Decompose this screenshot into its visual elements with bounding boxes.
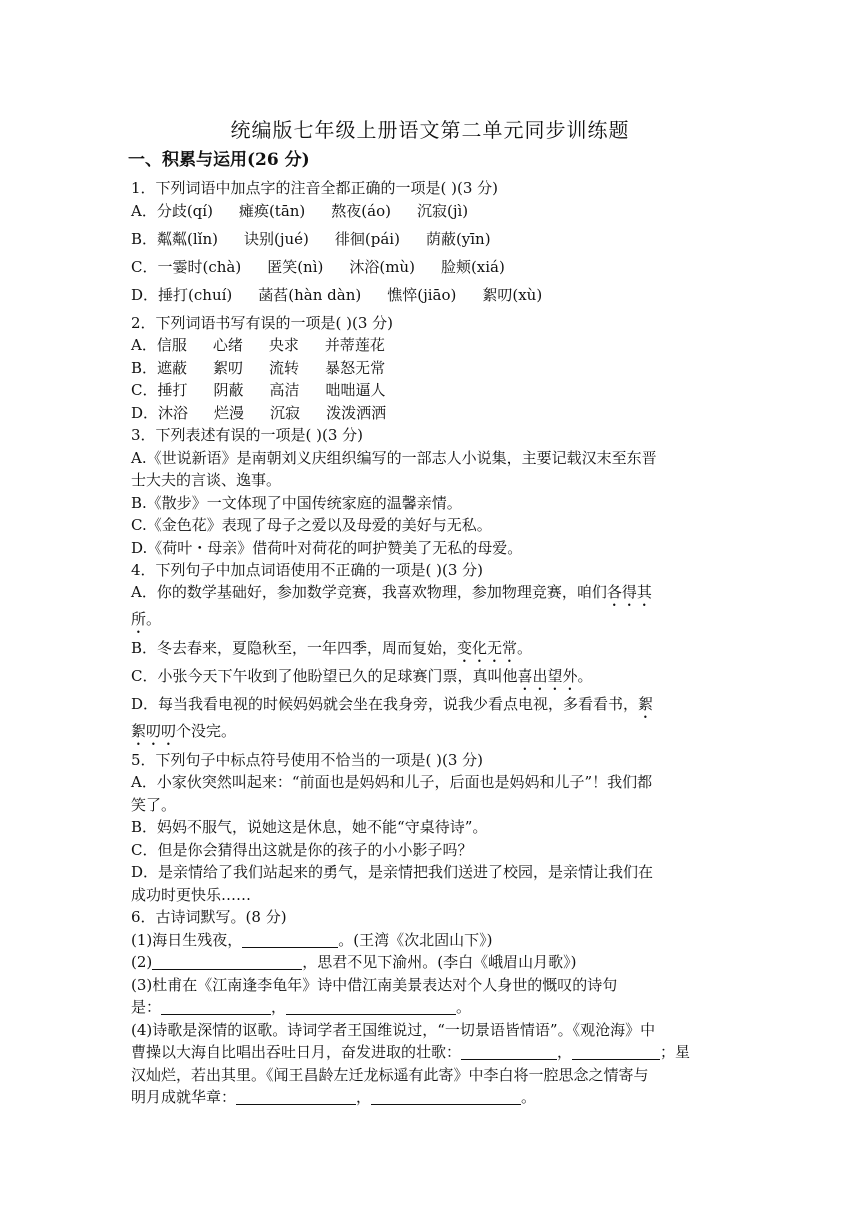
q1-d-word4: 絮叨(xù): [482, 286, 543, 304]
q6-stem: 6．古诗词默写。(8 分): [131, 908, 287, 926]
q3-option-a-line1: A.《世说新语》是南朝刘义庆组织编写的一部志人小说集，主要记载汉末至东晋: [131, 449, 657, 467]
q4-c-text: C．小张今天下午收到了他盼望已久的足球赛门票，真叫他: [131, 667, 518, 685]
q6-3-label: 是：: [131, 998, 162, 1016]
q4-a-dotted-word-cont: 所: [131, 610, 147, 628]
q6-item-2: [131, 952, 576, 972]
q6-item-1: [131, 930, 492, 950]
q6-4-comma: ，: [557, 1043, 573, 1061]
q1-a-word2: 瘫痪(tān): [238, 202, 306, 220]
q4-option-a-line1: [131, 582, 652, 610]
q2-d-word1: D．沐浴: [131, 404, 189, 422]
q2-option-c: [131, 380, 386, 400]
q2-a-word2: 心绪: [212, 336, 243, 354]
section-heading: 一、积累与运用(26 分): [128, 150, 310, 170]
q1-option-c: [131, 257, 505, 277]
q6-3-comma: ，: [271, 998, 287, 1016]
answer-blank[interactable]: [242, 932, 338, 948]
q1-c-word4: 脸颊(xiá): [440, 258, 505, 276]
q4-d-end: 个没完。: [176, 722, 237, 740]
answer-blank[interactable]: [161, 999, 271, 1015]
q4-d-dotted-word-cont: 絮叨叨: [131, 722, 177, 740]
q6-1-text: (1)海日生残夜，: [131, 931, 243, 949]
answer-blank[interactable]: [371, 1089, 521, 1105]
q1-b-word2: 诀别(jué): [243, 230, 309, 248]
q1-c-word3: 沐浴(mù): [349, 258, 415, 276]
q6-3-period: 。: [456, 998, 472, 1016]
q5-option-c: C．但是你会猜得出这就是你的孩子的小小影子吗？: [131, 841, 473, 859]
q4-c-end: 。: [577, 667, 593, 685]
q1-stem: 1．下列词语中加点字的注音全都正确的一项是( )(3 分): [131, 179, 499, 197]
answer-blank[interactable]: [461, 1044, 557, 1060]
q4-option-b: [131, 638, 532, 666]
q2-d-word3: 沉寂: [270, 404, 301, 422]
answer-blank[interactable]: [572, 1044, 660, 1060]
q6-4-text2: 明月成就华章：: [131, 1088, 237, 1106]
q1-d-word3: 憔悴(jiāo): [387, 286, 457, 304]
q1-d-word2: 菡萏(hàn dàn): [258, 286, 362, 304]
q2-a-word4: 并蒂莲花: [324, 336, 385, 354]
q4-option-d-line2: [131, 721, 236, 749]
q4-a-end: 。: [146, 610, 162, 628]
q6-2-source: ，思君不见下渝州。(李白《峨眉山月歌》): [302, 953, 577, 971]
q6-item-4-line4: [131, 1087, 536, 1107]
q1-option-d: [131, 285, 542, 305]
q4-b-dotted-word: 变化无常: [457, 639, 518, 657]
q2-b-word1: B．遮蔽: [131, 359, 188, 377]
answer-blank[interactable]: [152, 954, 302, 970]
q2-c-word1: C．捶打: [131, 381, 188, 399]
q4-a-dotted-word: 各得其: [606, 583, 652, 601]
q2-c-word2: 阴蔽: [213, 381, 244, 399]
q2-stem: 2．下列词语书写有误的一项是( )(3 分): [131, 314, 394, 332]
q5-option-d-line1: D．是亲情给了我们站起来的勇气，是亲情把我们送进了校园，是亲情让我们在: [131, 863, 654, 881]
q1-b-word4: 荫蔽(yīn): [425, 230, 491, 248]
q6-item-3-line2: [131, 997, 471, 1017]
q6-1-source: 。(王湾《次北固山下》): [338, 931, 493, 949]
q1-a-word3: 熬夜(áo): [331, 202, 391, 220]
q2-b-word2: 絮叨: [213, 359, 244, 377]
q4-a-text: A．你的数学基础好，参加数学竞赛，我喜欢物理，参加物理竞赛，咱们: [131, 583, 607, 601]
q5-option-a-line2: 笑了。: [131, 796, 177, 814]
q1-option-a: [131, 201, 468, 221]
q3-option-b: B.《散步》一文体现了中国传统家庭的温馨亲情。: [131, 494, 462, 512]
q2-option-d: [131, 403, 386, 423]
q6-4-text: 曹操以大海自比唱出吞吐日月，奋发进取的壮歌：: [131, 1043, 462, 1061]
q3-option-a-line2: 士大夫的言谈、逸事。: [131, 471, 282, 489]
q2-option-b: [131, 358, 385, 378]
q1-b-word3: 徘徊(pái): [334, 230, 400, 248]
q5-option-d-line2: 成功时更快乐……: [131, 886, 252, 904]
q6-4-comma2: ，: [356, 1088, 372, 1106]
q6-item-4-line1: (4)诗歌是深情的讴歌。诗词学者王国维说过，“一切景语皆情语”。《观沧海》中: [131, 1021, 656, 1039]
q6-2-number: (2): [131, 953, 153, 971]
q4-d-text: D．每当我看电视的时候妈妈就会坐在我身旁，说我少看点电视，多看看书，: [131, 695, 639, 713]
q4-c-dotted-word: 喜出望外: [517, 667, 578, 685]
q2-b-word4: 暴怒无常: [325, 359, 386, 377]
q2-d-word2: 烂漫: [214, 404, 245, 422]
q6-4-period: 。: [521, 1088, 537, 1106]
q6-item-4-line3: 汉灿烂，若出其里。《闻王昌龄左迁龙标遥有此寄》中李白将一腔思念之情寄与: [131, 1066, 649, 1084]
q4-option-a-line2: [131, 609, 161, 637]
q4-stem: 4．下列句子中加点词语使用不正确的一项是( )(3 分): [131, 561, 484, 579]
q4-b-text: B．冬去春来，夏隐秋至，一年四季，周而复始，: [131, 639, 458, 657]
q3-option-c: C.《金色花》表现了母子之爱以及母爱的美好与无私。: [131, 516, 492, 534]
q2-option-a: [131, 335, 385, 355]
q5-option-a-line1: A．小家伙突然叫起来：“前面也是妈妈和儿子，后面也是妈妈和儿子”！我们都: [131, 773, 653, 791]
q3-option-d: D.《荷叶・母亲》借荷叶对荷花的呵护赞美了无私的母爱。: [131, 539, 523, 557]
q1-a-word4: 沉寂(jì): [416, 202, 469, 220]
q2-d-word4: 泼泼洒洒: [326, 404, 387, 422]
q4-option-c: [131, 666, 593, 694]
q1-c-word2: 匿笑(nì): [267, 258, 324, 276]
q2-b-word3: 流转: [269, 359, 300, 377]
q6-4-cont: ；星: [660, 1043, 691, 1061]
q4-option-d-line1: [131, 694, 653, 722]
q1-b-word1: B．粼粼(lǐn): [131, 230, 218, 248]
q2-c-word3: 高洁: [269, 381, 300, 399]
q1-option-b: [131, 229, 491, 249]
q1-c-word1: C．一霎时(chà): [131, 258, 242, 276]
q6-item-3-line1: (3)杜甫在《江南逢李龟年》诗中借江南美景表达对个人身世的慨叹的诗句: [131, 976, 618, 994]
q5-option-b: B．妈妈不服气，说她这是休息，她不能“守桌待诗”。: [131, 818, 488, 836]
page-title: 统编版七年级上册语文第二单元同步训练题: [230, 118, 630, 142]
q4-b-end: 。: [517, 639, 533, 657]
answer-blank[interactable]: [236, 1089, 356, 1105]
q1-a-word1: A．分歧(qí): [131, 202, 213, 220]
q5-stem: 5．下列句子中标点符号使用不恰当的一项是( )(3 分): [131, 751, 484, 769]
q2-a-word1: A．信服: [131, 336, 187, 354]
q3-stem: 3．下列表述有误的一项是( )(3 分): [131, 426, 364, 444]
q2-a-word3: 央求: [268, 336, 299, 354]
q4-d-dotted-word: 絮: [638, 695, 654, 713]
q1-d-word1: D．捶打(chuí): [131, 286, 233, 304]
q2-c-word4: 咄咄逼人: [325, 381, 386, 399]
q6-item-4-line2: [131, 1042, 690, 1062]
answer-blank[interactable]: [286, 999, 456, 1015]
